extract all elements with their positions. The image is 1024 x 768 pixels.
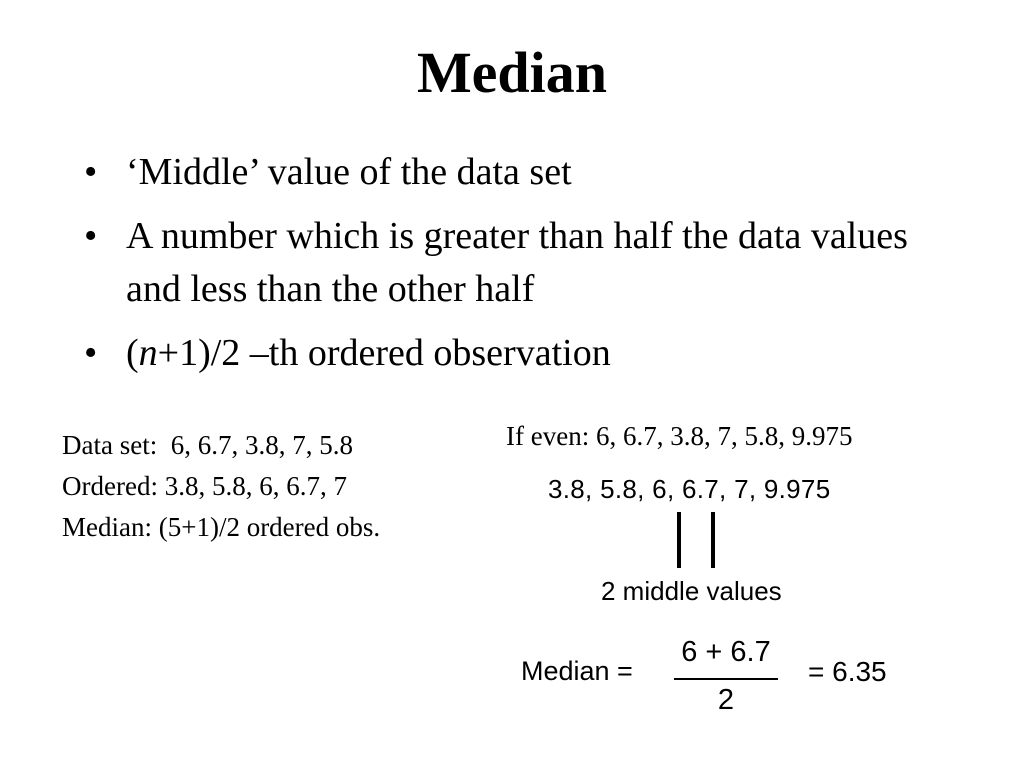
bullet-item: [84, 210, 964, 316]
ordered-line: Ordered: 3.8, 5.8, 6, 6.7, 7: [62, 471, 347, 501]
odd-example: [62, 425, 380, 548]
even-example-heading: If even: 6, 6.7, 3.8, 7, 5.8, 9.975: [506, 421, 853, 451]
bullet-suffix: +1)/2 –th ordered observation: [157, 332, 611, 374]
data-set-line: Data set: 6, 6.7, 3.8, 7, 5.8: [62, 430, 353, 460]
bullet-dot-icon: [84, 146, 97, 199]
fraction-numerator: 6 + 6.7: [681, 636, 771, 668]
median-formula-label: Median =: [521, 656, 633, 686]
bullet-text: A number which is greater than half the data values and less than the other half: [126, 215, 908, 310]
middle-value-marker: [677, 512, 681, 568]
bullet-item: [84, 327, 964, 380]
bullet-text: ‘Middle’ value of the data set: [126, 151, 572, 193]
bullet-prefix: (: [126, 332, 139, 374]
bullet-variable: n: [138, 332, 158, 374]
middle-values-label: 2 middle values: [601, 576, 782, 606]
median-result: = 6.35: [808, 656, 887, 687]
bullet-list: [84, 146, 964, 391]
ordered-sequence: 3.8, 5.8, 6, 6.7, 7, 9.975: [548, 474, 831, 504]
slide-title: Median: [416, 40, 608, 105]
bullet-dot-icon: [84, 210, 97, 263]
middle-value-marker: [711, 512, 715, 568]
median-line: Median: (5+1)/2 ordered obs.: [62, 512, 381, 542]
bullet-dot-icon: [84, 327, 97, 380]
bullet-item: [84, 146, 964, 199]
fraction-denominator: 2: [717, 684, 735, 716]
fraction-bar: [674, 678, 778, 680]
